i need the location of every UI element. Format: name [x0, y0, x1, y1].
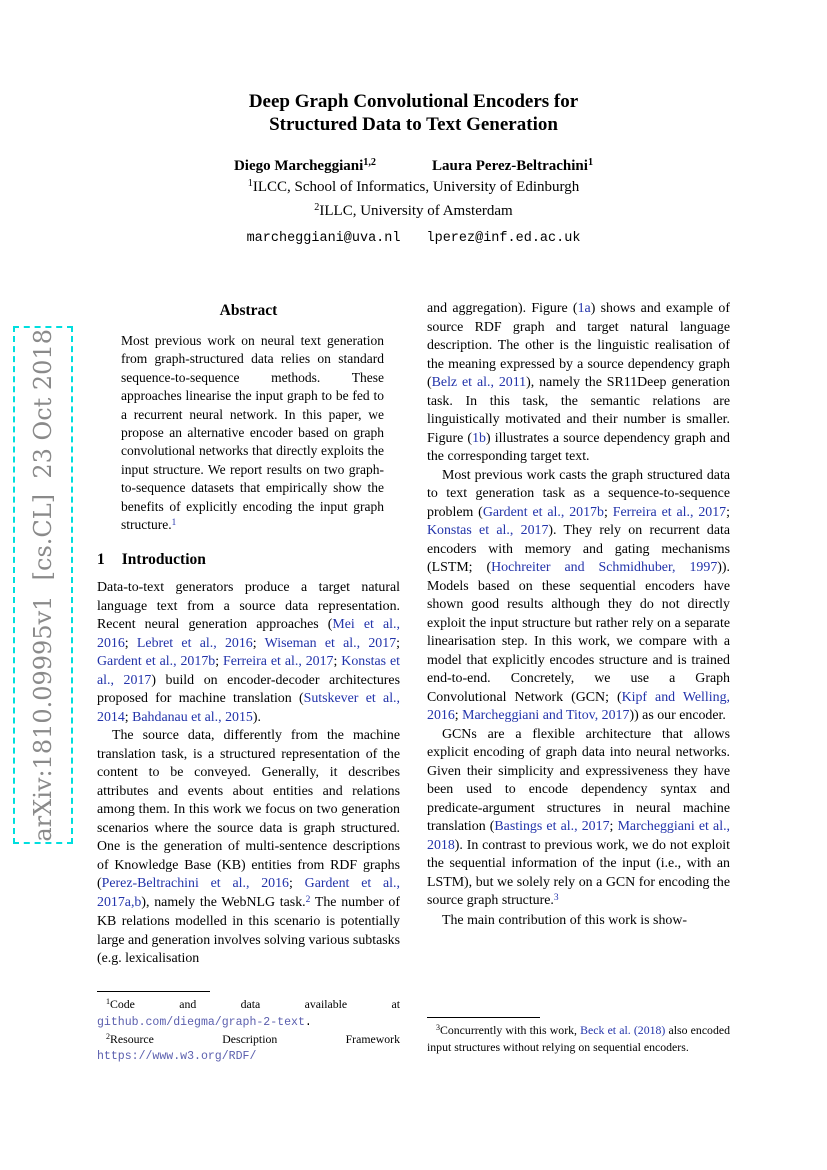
text-run: ; [726, 504, 730, 520]
text-run: ). In contrast to previous work, we do not exploit the sequential information of the input (i.e., with an LSTM), but we solely rely on a GCN for encoding the source graph structure. [427, 837, 730, 908]
citation-link[interactable]: Marcheggiani et al., 2018 [427, 819, 731, 853]
affiliation-1-marker: 1 [247, 178, 253, 190]
footnotes-left [97, 991, 400, 1066]
text-run: The number of KB relations modelled in this scenario is potentially large and generation involves solving various subtasks (e.g. lexicalisation [97, 894, 400, 967]
footnotes-right [427, 1017, 730, 1056]
text-run: )) as our encoder. [629, 708, 726, 723]
left-column [97, 300, 400, 1070]
affiliation-line-1: $^1$ILCC, School of Informatics, University of Edinburgh [247, 178, 580, 195]
text-run: Code and data available at [110, 997, 400, 1011]
affiliation-2-marker: 2 [314, 202, 320, 214]
arxiv-id-text: arXiv:1810.09995v1 [cs.CL] 23 Oct 2018 [29, 328, 57, 842]
citation-link[interactable]: 1b [472, 430, 486, 446]
text-run: ; [124, 709, 133, 725]
arxiv-watermark-box [13, 326, 73, 844]
paper-header [97, 90, 730, 246]
text-run: ; [252, 635, 265, 651]
paragraph [427, 912, 730, 931]
email-author-1[interactable]: marcheggiani@uva.nl [246, 231, 401, 246]
citation-link[interactable]: 2 [305, 894, 311, 905]
text-run: Most previous work casts the graph structured data to text generation task as a sequence-to-sequence problem ( [427, 467, 730, 520]
citation-link[interactable]: Belz et al., 2011 [431, 375, 527, 390]
footnote-marker: 3 [436, 1023, 441, 1033]
text-run: also encoded input structures without relying on sequential encoders. [427, 1023, 730, 1054]
text-run: ). They rely on recurrent data encoders with memory and gating mechanisms (LSTM; ( [427, 523, 731, 575]
text-run: ; [396, 635, 400, 651]
citation-link[interactable]: Ferreira et al., 2017 [612, 504, 727, 520]
text-run: and aggregation). Figure ( [427, 301, 578, 316]
citation-link[interactable]: Beck et al. (2018) [580, 1023, 666, 1037]
paragraph [427, 300, 730, 467]
text-run: ; [124, 635, 137, 651]
text-run: ; [333, 654, 342, 670]
paragraph [97, 579, 400, 727]
citation-link[interactable]: 1 [171, 516, 177, 527]
citation-link[interactable]: Hochreiter and Schmidhuber, 1997 [491, 560, 718, 575]
title-line-1: Deep Graph Convolutional Encoders for [248, 91, 579, 112]
citation-link[interactable]: Bahdanau et al., 2015 [132, 709, 253, 725]
paragraph [97, 727, 400, 969]
text-run: The main contribution of this work is show- [442, 912, 687, 928]
text-run: ; [454, 708, 463, 723]
footnote-marker: 2 [106, 1031, 111, 1041]
text-run: Resource Description Framework [110, 1031, 400, 1046]
section-title: Introduction [121, 551, 206, 569]
affiliation-line-2: $^2$ILLC, University of Amsterdam [314, 202, 513, 219]
title-line-2: Structured Data to Text Generation [269, 114, 558, 135]
footnote-2 [97, 1032, 400, 1066]
text-run: ; [215, 654, 223, 670]
url-link[interactable]: github.com/diegma/graph-2-text [97, 1015, 305, 1029]
citation-link[interactable]: Lebret et al., 2016 [136, 635, 253, 651]
text-run: Most previous work on neural text generation from graph-structured data relies on standard sequence-to-sequence methods. These approaches linearise the input graph to be fed to a recurrent neural network. In this paper, we propose an alternative encoder based on graph convolutional networks that directly exploits the input structure. We report results on two graph-to-sequence datasets that empirically show the benefits of explicitly encoding the input graph structure. [121, 333, 384, 533]
author-2-affil-marker: 1 [587, 157, 594, 169]
citation-link[interactable]: Gardent et al., 2017b [482, 504, 604, 520]
text-run: )). Models based on these sequential encoders have shown good results although they do not directly exploit the input structure but rather rely on a separate linearisation step. In this work, we compare with a model that explicitly encodes structure and is trained end-to-end. Concretely, we use a Graph Convolutional Network (GCN; ( [427, 560, 730, 705]
author-2: Laura Perez-Beltrachini$^1$ [432, 157, 594, 174]
citation-link[interactable]: Mei et al., 2016 [97, 617, 400, 651]
text-run: ) illustrates a source dependency graph and the corresponding target text. [427, 430, 730, 464]
citation-link[interactable]: 3 [553, 892, 559, 903]
text-run: ; [603, 504, 613, 520]
text-run: ) build on encoder-decoder architectures proposed for machine translation ( [97, 672, 400, 707]
footnote-marker: 1 [106, 997, 111, 1007]
text-run: ), namely the WebNLG task. [141, 894, 306, 910]
paragraph [427, 726, 730, 912]
citation-link[interactable]: Ferreira et al., 2017 [223, 654, 334, 670]
footnote-3 [427, 1023, 730, 1055]
citation-link[interactable]: Marcheggiani and Titov, 2017 [462, 708, 630, 723]
citation-link[interactable]: Konstas et al., 2017 [97, 654, 400, 688]
text-run: ) shows and example of source RDF graph and target natural language description. The other is the linguistic realisation of the meaning expressed by a source dependency graph ( [427, 301, 730, 390]
author-1: Diego Marcheggiani$^{1,2}$ [233, 157, 376, 174]
emails-line [97, 231, 730, 246]
right-column [427, 300, 730, 1070]
text-run: ; [609, 819, 618, 834]
citation-link[interactable]: Wiseman et al., 2017 [264, 635, 397, 651]
text-run: Concurrently with this work, [440, 1023, 581, 1037]
section-number: 1 [97, 551, 105, 569]
text-run: Data-to-text generators produce a target natural language text from a source data representation. Recent neural generation approaches ( [97, 580, 400, 633]
url-link[interactable]: https://www.w3.org/RDF/ [97, 1050, 257, 1064]
text-run: . [304, 1015, 312, 1029]
text-run: ). [252, 709, 261, 725]
email-author-2[interactable]: lperez@inf.ed.ac.uk [426, 231, 581, 246]
citation-link[interactable]: Gardent et al., 2017b [97, 654, 216, 670]
footnote-1 [97, 997, 400, 1031]
abstract-heading: Abstract [219, 302, 278, 319]
citation-link[interactable]: Perez-Beltrachini et al., 2016 [101, 876, 289, 892]
section-heading-introduction [97, 551, 400, 569]
text-run: GCNs are a flexible architecture that allows explicit encoding of graph data into neural networks. Given their simplicity and expressiveness they have been used to encode dependency syntax and predicate-argument structures in neural machine translation ( [427, 726, 730, 834]
paper-title [97, 90, 730, 136]
citation-link[interactable]: Bastings et al., 2017 [494, 819, 610, 834]
author-1-affil-marker: 1,2 [363, 157, 376, 169]
citation-link[interactable]: Konstas et al., 2017 [427, 523, 549, 538]
text-run: The source data, differently from the machine translation task, is a structured representation of the content to be conveyed. Generally, it describes attributes and events about entities and relations among them. In this work we focus on two generation scenarios where the source data is graph structured. One is the generation of multi-sentence descriptions of Knowledge Base (KB) entities from RDF graphs ( [97, 728, 400, 892]
citation-link[interactable]: Sutskever et al., 2014 [97, 691, 400, 725]
authors-row [97, 158, 730, 175]
text-run: ), namely the SR11Deep generation task. In this task, the semantic relations are linguistically motivated and their number is smaller. Figure ( [427, 375, 730, 446]
citation-link[interactable]: Kipf and Welling, 2016 [427, 689, 730, 723]
abstract-body [121, 332, 384, 535]
paragraph [427, 467, 730, 726]
citation-link[interactable]: Gardent et al., 2017a,b [97, 876, 400, 910]
footnote-rule [427, 1017, 540, 1018]
footnote-rule [97, 991, 210, 992]
citation-link[interactable]: 1a [577, 301, 591, 316]
text-run: ; [289, 876, 305, 892]
